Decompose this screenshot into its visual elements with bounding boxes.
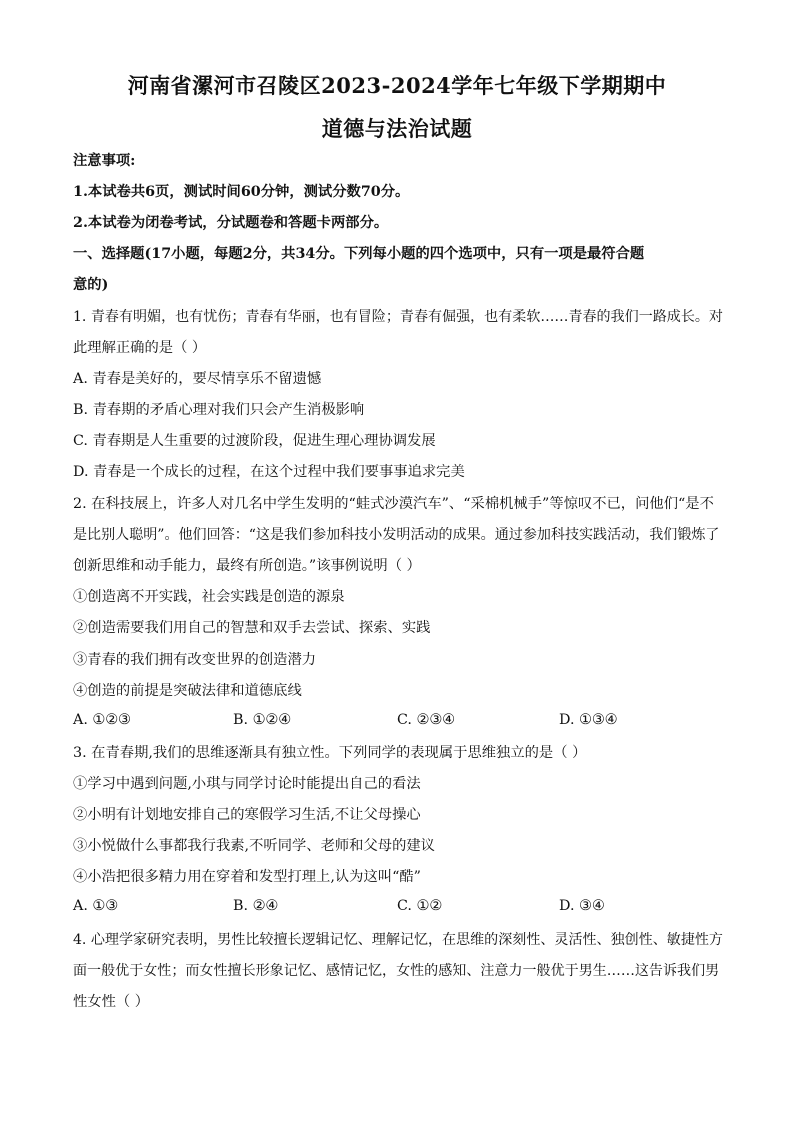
q3-options: [73, 898, 723, 918]
notice-heading: 注意事项:: [73, 153, 136, 169]
q2-statement-4: ④创造的前提是突破法律和道德底线: [73, 683, 302, 699]
section-1-heading-cont: 意的): [73, 277, 109, 293]
q3-statement-4: ④小浩把很多精力用在穿着和发型打理上,认为这叫“酷”: [73, 869, 421, 885]
q2-option-a: A. ①②③: [73, 712, 131, 728]
q2-statement-1: ①创造离不开实践，社会实践是创造的源泉: [73, 589, 345, 605]
notice-item-1: 1.本试卷共6页，测试时间60分钟，测试分数70分。: [73, 184, 410, 200]
q1-option-a: A. 青春是美好的，要尽情享乐不留遗憾: [73, 371, 322, 387]
q2-options: [73, 712, 723, 732]
q3-option-a: A. ①③: [73, 898, 119, 914]
q2-stem-line-2: 是比别人聪明”。他们回答：“这是我们参加科技小发明活动的成果。通过参加科技实践活动，我们锻炼了: [73, 527, 720, 543]
q3-option-c: C. ①②: [397, 898, 443, 914]
q2-statement-2: ②创造需要我们用自己的智慧和双手去尝试、探索、实践: [73, 620, 431, 636]
q4-stem-line-2: 面一般优于女性；而女性擅长形象记忆、感情记忆，女性的感知、注意力一般优于男生……这告诉我们男: [73, 963, 720, 979]
section-1-heading: 一、选择题(17小题，每题2分，共34分。下列每小题的四个选项中，只有一项是最符合题: [73, 246, 645, 262]
q1-option-c: C. 青春期是人生重要的过渡阶段，促进生理心理协调发展: [73, 433, 436, 449]
q1-option-b: B. 青春期的矛盾心理对我们只会产生消极影响: [73, 402, 365, 418]
q2-option-d: D. ①③④: [559, 712, 618, 728]
q4-stem-line-1: 4. 心理学家研究表明，男性比较擅长逻辑记忆、理解记忆，在思维的深刻性、灵活性、独创性、敏捷性方: [73, 932, 723, 948]
q2-option-b: B. ①②④: [233, 712, 292, 728]
q3-statement-3: ③小悦做什么事都我行我素,不听同学、老师和父母的建议: [73, 838, 435, 854]
q1-option-d: D. 青春是一个成长的过程，在这个过程中我们要事事追求完美: [73, 464, 465, 480]
q2-stem-line-3: 创新思维和动手能力，最终有所创造。”该事例说明（ ）: [73, 558, 421, 574]
q2-stem-line-1: 2. 在科技展上，许多人对几名中学生发明的“蛙式沙漠汽车”、“采棉机械手”等惊叹不已，问他们“是不: [73, 496, 714, 512]
q3-option-b: B. ②④: [233, 898, 279, 914]
notice-item-2: 2.本试卷为闭卷考试，分试题卷和答题卡两部分。: [73, 215, 389, 231]
title-line-2: 道德与法治试题: [321, 116, 473, 141]
q2-statement-3: ③青春的我们拥有改变世界的创造潜力: [73, 652, 317, 668]
title-line-1: 河南省漯河市召陵区2023-2024学年七年级下学期期中: [127, 73, 667, 98]
q1-stem-line-2: 此理解正确的是（ ）: [73, 340, 207, 356]
q4-stem-line-3: 性女性（ ）: [73, 994, 150, 1010]
q3-statement-1: ①学习中遇到问题,小琪与同学讨论时能提出自己的看法: [73, 776, 421, 792]
q3-statement-2: ②小明有计划地安排自己的寒假学习生活,不让父母操心: [73, 807, 421, 823]
q3-option-d: D. ③④: [559, 898, 605, 914]
q2-option-c: C. ②③④: [397, 712, 455, 728]
q3-stem: 3. 在青春期,我们的思维逐渐具有独立性。下列同学的表现属于思维独立的是（ ）: [73, 745, 587, 761]
q1-stem-line-1: 1. 青春有明媚，也有忧伤；青春有华丽，也有冒险；青春有倔强，也有柔软……青春的我们一路成长。对: [73, 309, 723, 325]
